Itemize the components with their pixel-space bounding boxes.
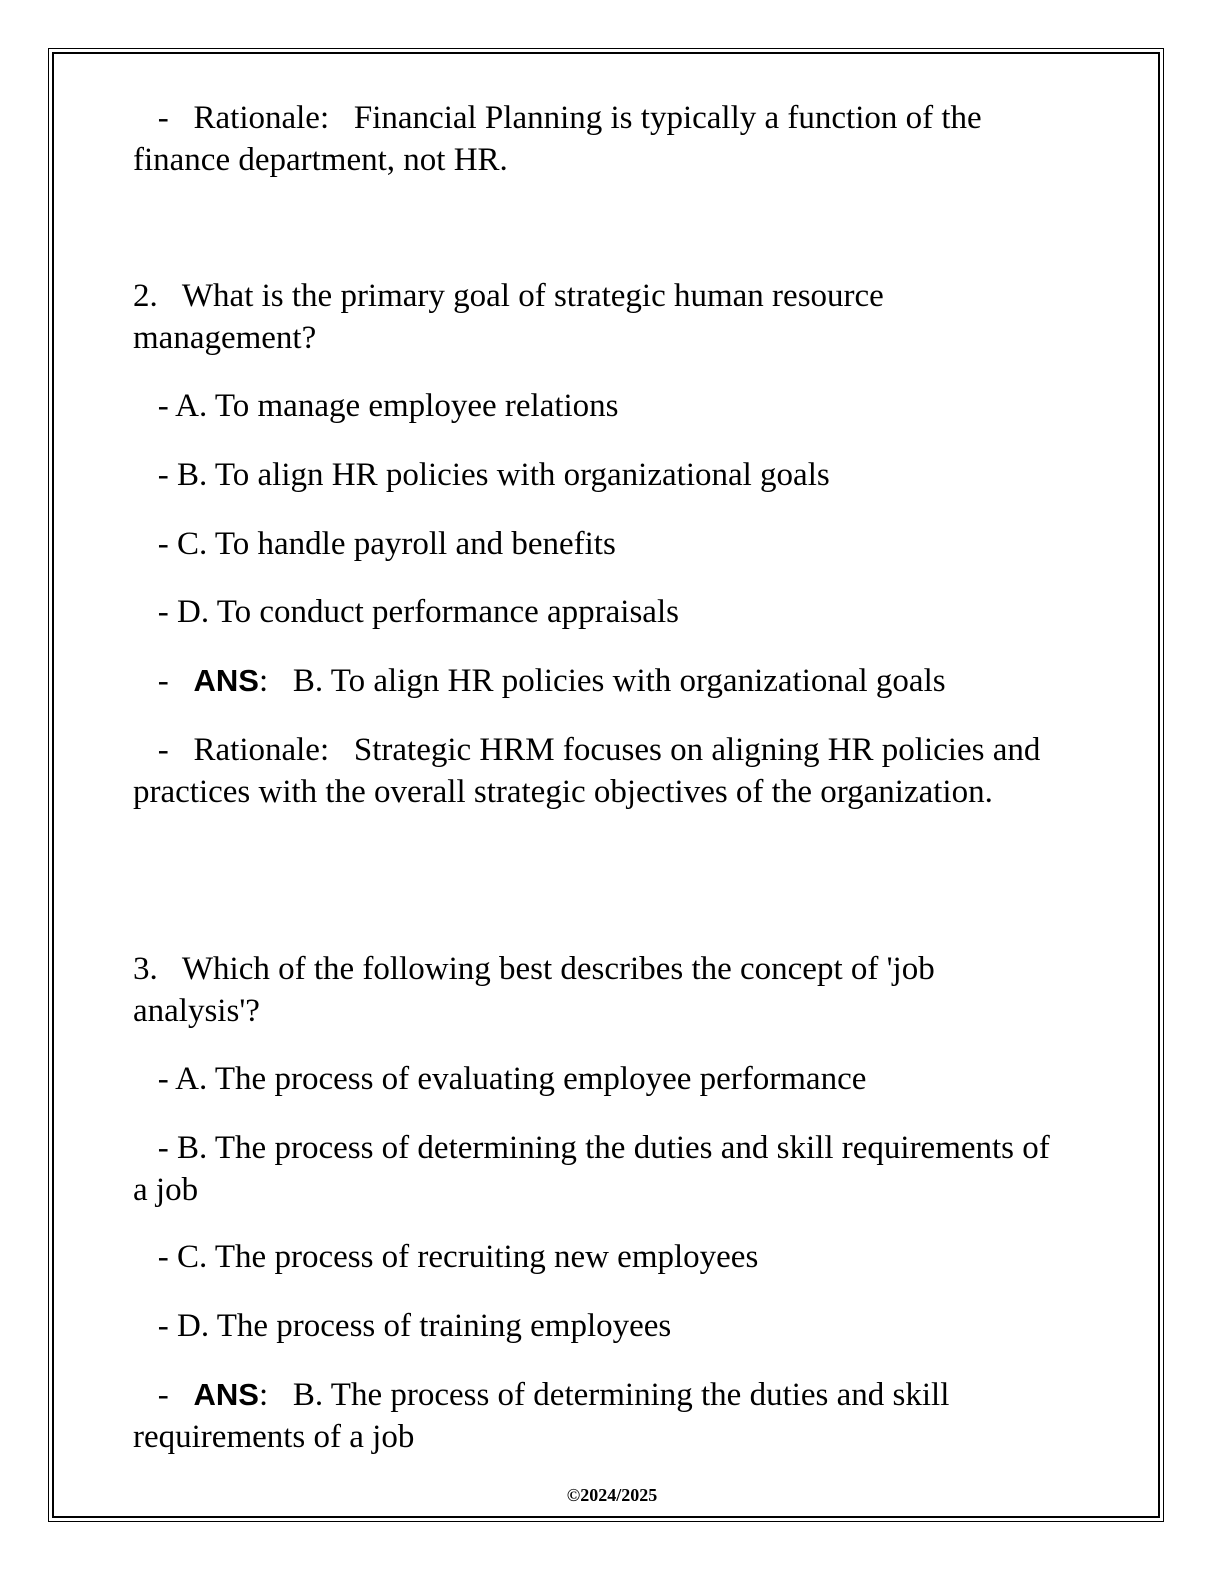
- q2-answer-prefix: -: [133, 663, 194, 699]
- q2-rationale-text: Strategic HRM focuses on aligning HR policies and practices with the overall strategic objectives of the organization.: [133, 732, 1049, 810]
- q3-option-d: - D. The process of training employees: [133, 1308, 672, 1344]
- q2-option-b: - B. To align HR policies with organizational goals: [133, 457, 830, 493]
- q2-option-c: - C. To handle payroll and benefits: [133, 526, 616, 562]
- q3-answer-text: : B. The process of determining the duties and skill requirements of a job: [133, 1377, 958, 1455]
- q2-rationale-prefix: - Rationale:: [133, 732, 354, 768]
- q2-question: 2. What is the primary goal of strategic human resource management?: [133, 278, 893, 356]
- q3-option-b: - B. The process of determining the duties and skill requirements of a job: [133, 1130, 1059, 1208]
- q1-rationale-prefix: - Rationale:: [133, 100, 354, 136]
- q3-answer-label: ANS: [193, 1377, 259, 1412]
- q2-answer-text: : B. To align HR policies with organizational goals: [258, 663, 946, 699]
- q2-answer: [133, 660, 1063, 702]
- q2-answer-label: ANS: [193, 663, 259, 698]
- q3-option-c: - C. The process of recruiting new employees: [133, 1239, 759, 1275]
- q3-answer-prefix: -: [133, 1377, 194, 1413]
- q3-answer: [133, 1374, 1063, 1458]
- q1-rationale-text: Financial Planning is typically a function of the finance department, not HR.: [133, 100, 990, 178]
- q2-option-d: - D. To conduct performance appraisals: [133, 594, 679, 630]
- q3-question: 3. Which of the following best describes the concept of 'job analysis'?: [133, 951, 943, 1029]
- q2-option-a: - A. To manage employee relations: [133, 388, 619, 424]
- q2-rationale: [133, 729, 1063, 813]
- q3-option-a: - A. The process of evaluating employee performance: [133, 1061, 867, 1097]
- footer-copyright: ©2024/2025: [566, 1485, 658, 1505]
- q1-rationale: [133, 97, 1063, 181]
